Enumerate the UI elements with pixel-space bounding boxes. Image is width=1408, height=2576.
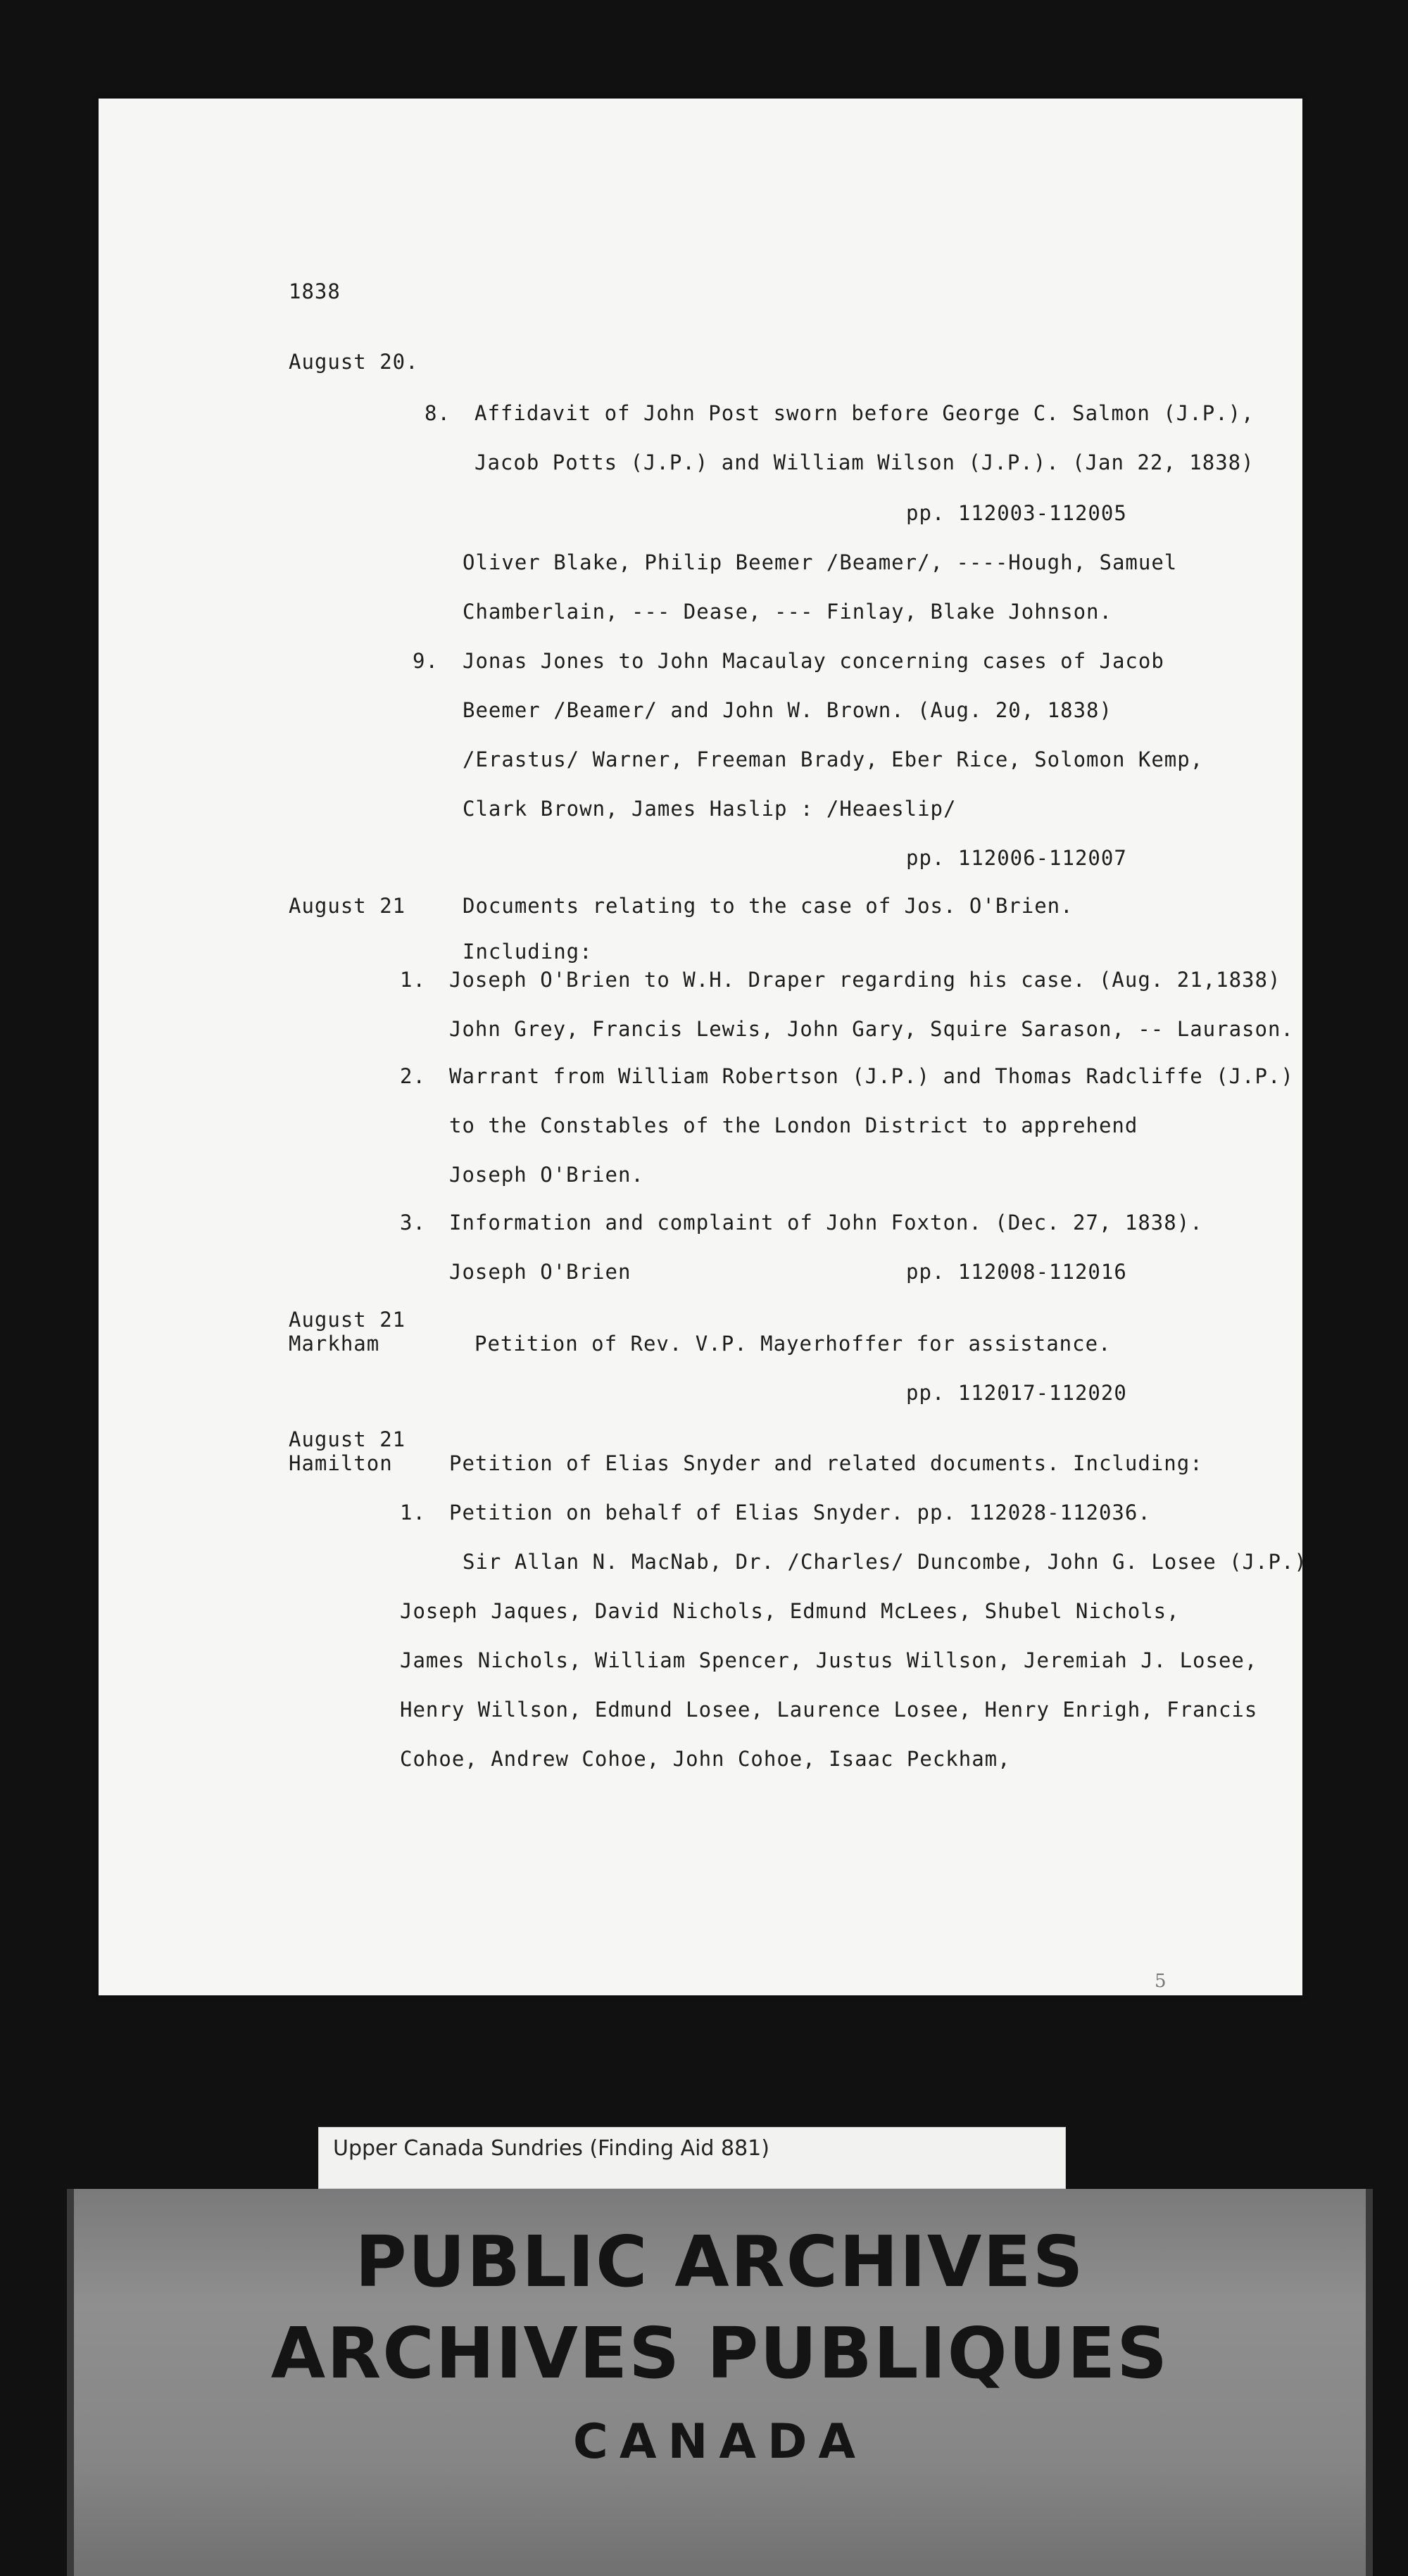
finding-aid-label — [318, 2127, 1066, 2189]
page-range: pp. 112003-112005 — [906, 501, 1127, 525]
archive-stamp — [67, 2189, 1373, 2576]
finding-aid-text: Upper Canada Sundries (Finding Aid 881) — [333, 2136, 769, 2161]
entry-heading: Petition of Rev. V.P. Mayerhoffer for assistance. — [474, 1332, 1112, 1356]
item-text: Joseph O'Brien to W.H. Draper regarding his case. (Aug. 21,1838) — [449, 968, 1281, 992]
item-text: Joseph O'Brien. — [449, 1163, 644, 1187]
index-names: James Nichols, William Spencer, Justus Willson, Jeremiah J. Losee, — [400, 1648, 1258, 1672]
stamp-line-public-archives: PUBLIC ARCHIVES — [355, 2221, 1085, 2303]
page-number-mark: 5 — [1155, 1971, 1167, 1992]
item-number: 8. — [425, 401, 451, 425]
entry-date: August 21 — [289, 894, 406, 918]
entry-date: August 21 — [289, 1427, 406, 1451]
entry-heading: Documents relating to the case of Jos. O'Brien. — [463, 894, 1074, 918]
item-text: to the Constables of the London District to apprehend — [449, 1113, 1138, 1137]
index-names: Cohoe, Andrew Cohoe, John Cohoe, Isaac Peckham, — [400, 1747, 1011, 1771]
index-names: Sir Allan N. MacNab, Dr. /Charles/ Duncombe, John G. Losee (J.P.) — [463, 1550, 1307, 1574]
index-names: Oliver Blake, Philip Beemer /Beamer/, ----Hough, Samuel — [463, 550, 1178, 574]
document-page — [99, 99, 1307, 1995]
item-text: Warrant from William Robertson (J.P.) and Thomas Radcliffe (J.P.) — [449, 1064, 1294, 1088]
item-number: 3. — [400, 1211, 426, 1235]
index-names: John Grey, Francis Lewis, John Gary, Squire Sarason, -- Laurason. — [449, 1017, 1294, 1041]
item-text: Information and complaint of John Foxton. (Dec. 27, 1838). — [449, 1211, 1203, 1235]
year-heading: 1838 — [289, 279, 341, 303]
page-range: pp. 112008-112016 — [906, 1260, 1127, 1284]
index-names: Joseph Jaques, David Nichols, Edmund McLees, Shubel Nichols, — [400, 1599, 1180, 1623]
index-names: Henry Willson, Edmund Losee, Laurence Losee, Henry Enrigh, Francis — [400, 1698, 1258, 1722]
item-number: 1. — [400, 968, 426, 992]
item-number: 9. — [413, 649, 439, 673]
item-number: 2. — [400, 1064, 426, 1088]
entry-heading: Petition of Elias Snyder and related documents. Including: — [449, 1451, 1203, 1475]
index-names: Clark Brown, James Haslip : /Heaeslip/ — [463, 797, 957, 821]
entry-date: August 21 — [289, 1308, 406, 1332]
index-names: /Erastus/ Warner, Freeman Brady, Eber Rice, Solomon Kemp, — [463, 747, 1204, 771]
page-range: pp. 112017-112020 — [906, 1381, 1127, 1405]
stamp-line-archives-publiques: ARCHIVES PUBLIQUES — [270, 2312, 1169, 2394]
entry-place: Markham — [289, 1332, 380, 1356]
entry-date: August 20. — [289, 350, 419, 374]
item-text: Jacob Potts (J.P.) and William Wilson (J.P.). (Jan 22, 1838) — [474, 450, 1255, 474]
item-text: Beemer /Beamer/ and John W. Brown. (Aug. 20, 1838) — [463, 698, 1112, 722]
item-text: Jonas Jones to John Macaulay concerning cases of Jacob — [463, 649, 1164, 673]
index-names: Chamberlain, --- Dease, --- Finlay, Blake Johnson. — [463, 600, 1112, 624]
stamp-line-canada: CANADA — [572, 2414, 867, 2470]
index-names: Joseph O'Brien — [449, 1260, 631, 1284]
page-range: pp. 112006-112007 — [906, 846, 1127, 870]
entry-place: Hamilton — [289, 1451, 393, 1475]
including-label: Including: — [463, 940, 593, 964]
item-text: Affidavit of John Post sworn before George C. Salmon (J.P.), — [474, 401, 1255, 425]
item-number: 1. — [400, 1501, 426, 1524]
item-text: Petition on behalf of Elias Snyder. pp. 112028-112036. — [449, 1501, 1151, 1524]
